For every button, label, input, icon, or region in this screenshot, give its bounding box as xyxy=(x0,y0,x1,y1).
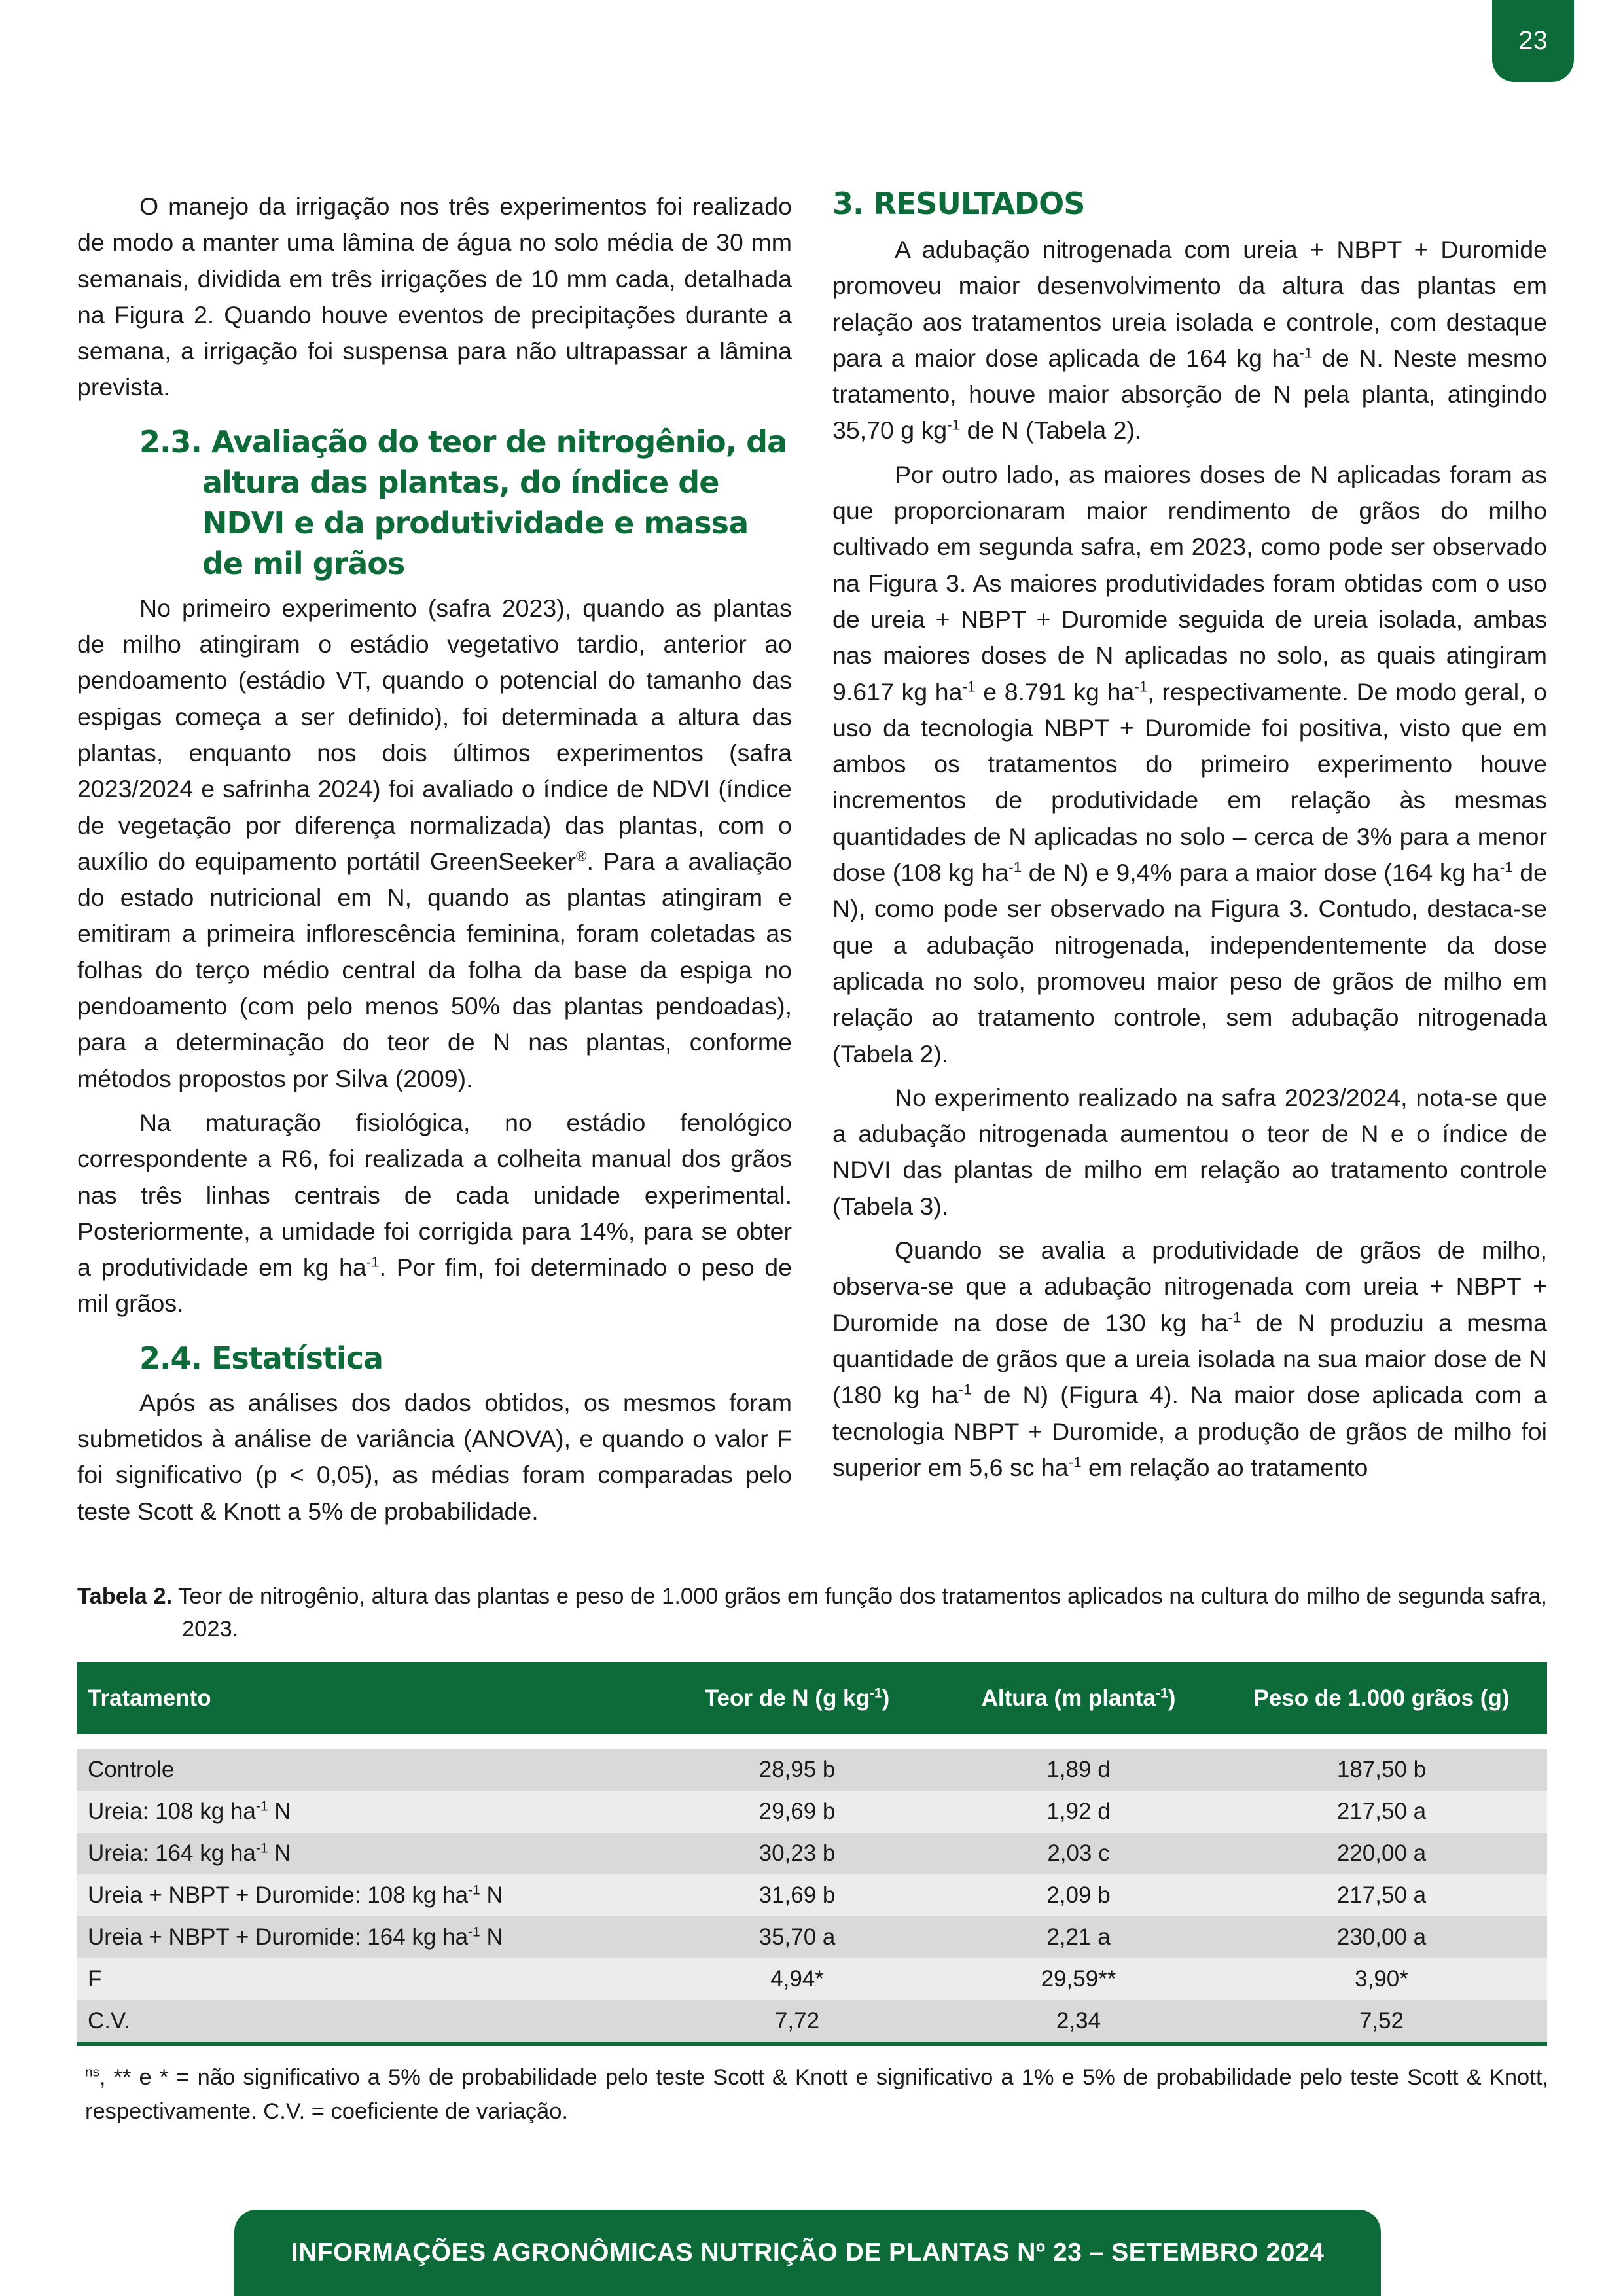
footer-banner: INFORMAÇÕES AGRONÔMICAS NUTRIÇÃO DE PLANTAS Nº 23 – SETEMBRO 2024 xyxy=(234,2210,1381,2296)
paragraph-results-4: Quando se avalia a produtividade de grãos de milho, observa-se que a adubação nitrogenada com ureia + NBPT + Duromide na dose de 130 kg $ha^{-1}$ de N produziu a mesma quantidade de grãos que a ureia isolada na sua maior dose de N (180 kg $ha^{-1}$ de N) (Figura 4). Na maior dose aplicada com a tecnologia NBPT + Duromide, a produção de grãos de milho foi superior em 5,6 sc $ha^{-1}$ em relação ao tratamento xyxy=(832,1236,1548,1481)
right-column xyxy=(832,188,1547,1494)
paragraph-irrigation: O manejo da irrigação nos três experimentos foi realizado de modo a manter uma lâmina de água no solo média de 30 mm semanais, dividida em três irrigações de 10 mm cada, detalhada na Figura 2. Quando houve eventos de precipitações durante a semana, a irrigação foi suspensa para não ultrapassar a lâmina prevista. xyxy=(77,192,792,401)
table-footnote: $^{ns}$, ** e * = não significativo a 5% de probabilidade pelo teste Scott & Knott e significativo a 1% e 5% de probabilidade pelo teste Scott & Knott, respectivamente. C.V. = coeficiente de variação. xyxy=(85,2064,1548,2124)
results-table xyxy=(77,1662,1547,2046)
paragraph-statistics: Após as análises dos dados obtidos, os mesmos foram submetidos à análise de variância (ANOVA), e quando o valor F foi significativo (p < 0,05), as médias foram comparadas pelo teste Scott & Knott a 5% de probabilidade. xyxy=(77,1388,792,1525)
table-row: Ureia + NBPT + Duromide: 164 kg $ha^{-1}$ N 35,70 a 2,21 a 230,00 a xyxy=(77,1916,1547,1958)
header-height: Altura (m planta$^{-1}$) xyxy=(941,1662,1216,1734)
paragraph-first-experiment: No primeiro experimento (safra 2023), quando as plantas de milho atingiram o estádio vegetativo tardio, anterior ao pendoamento (estádio VT, quando o potencial do tamanho das espigas começa a ser definido), foi determinada a altura das plantas, enquanto nos dois últimos experimentos (safra 2023/2024 e safrinha 2024) foi avaliado o índice de NDVI (índice de vegetação por diferença normalizada) das plantas, com o auxílio do equipamento portátil GreenSeeker®. Para a avaliação do estado nutricional em N, quando as plantas atingiram e emitiram a primeira inflorescência feminina, foram coletadas as folhas do terço médio central da folha da base da espiga no pendoamento (com pelo menos 50% das plantas pendoadas), para a determinação do teor de N nas plantas, conforme métodos propostos por Silva (2009). xyxy=(77,594,793,1092)
table-header-row xyxy=(77,1662,1547,1734)
header-grain-weight: Peso de 1.000 grãos (g) xyxy=(1216,1662,1547,1734)
table-caption: Tabela 2. Teor de nitrogênio, altura das plantas e peso de 1.000 grãos em função dos tratamentos aplicados na cultura do milho de segunda safra, 2023. xyxy=(77,1584,1547,1641)
page-number: 23 xyxy=(1492,0,1574,82)
table-row: F 4,94* 29,59** 3,90* xyxy=(77,1958,1547,2000)
paragraph-results-1: A adubação nitrogenada com ureia + NBPT + Duromide promoveu maior desenvolvimento da altura das plantas em relação aos tratamentos ureia isolada e controle, com destaque para a maior dose aplicada de 164 kg $ha^{-1}$ de N. Neste mesmo tratamento, houve maior absorção de N pela planta, atingindo 35,70 g $kg^{-1}$ de N (Tabela 2). xyxy=(832,236,1547,444)
table-row: Controle 28,95 b 1,89 d 187,50 b xyxy=(77,1749,1547,1791)
header-treatment: Tratamento xyxy=(77,1662,653,1734)
paragraph-results-2: Por outro lado, as maiores doses de N aplicadas foram as que proporcionaram maior rendimento de grãos do milho cultivado em segunda safra, em 2023, como pode ser observado na Figura 3. As maiores produtividades foram obtidas com o uso de ureia + NBPT + Duromide seguida de ureia isolada, ambas nas maiores doses de N aplicadas no solo, as quais atingiram 9.617 kg $ha^{-1}$ e 8.791 kg $ha^{-1}$, respectivamente. De modo geral, o uso da tecnologia NBPT + Duromide foi positiva, visto que em ambos os tratamentos do primeiro experimento houve incrementos de produtividade em relação às mesmas quantidades de N aplicadas no solo – cerca de 3% para a menor dose (108 kg $ha^{-1}$ de N) e 9,4% para a maior dose (164 kg $ha^{-1}$ de N), como pode ser observado na Figura 3. Contudo, destaca-se que a adubação nitrogenada, independentemente da dose aplicada no solo, promoveu maior peso de grãos de milho em relação ao tratamento controle, sem adubação nitrogenada (Tabela 2). xyxy=(832,460,1548,1067)
table-row: C.V. 7,72 2,34 7,52 xyxy=(77,2000,1547,2044)
section-heading-2-4: 2.4. Estatística xyxy=(139,1340,383,1376)
header-n-content: Teor de N (g $kg^{-1}$) xyxy=(653,1662,941,1734)
table-row: Ureia: 164 kg $ha^{-1}$ N 30,23 b 2,03 c 220,00 a xyxy=(77,1833,1547,1874)
section-heading-2-3: 2.3. Avaliação do teor de nitrogênio, da altura das plantas, do índice de NDVI e da produtividade e massa de mil grãos xyxy=(139,423,787,581)
table-row: Ureia: 108 kg $ha^{-1}$ N 29,69 b 1,92 d 217,50 a xyxy=(77,1791,1547,1833)
paragraph-results-3: No experimento realizado na safra 2023/2024, nota-se que a adubação nitrogenada aumentou o teor de N e o índice de NDVI das plantas de milho em relação ao tratamento controle (Tabela 3). xyxy=(832,1083,1547,1220)
section-heading-results: 3. RESULTADOS xyxy=(832,186,1085,221)
paragraph-maturation: Na maturação fisiológica, no estádio fenológico correspondente a R6, foi realizada a colheita manual dos grãos nas três linhas centrais de cada unidade experimental. Posteriormente, a umidade foi corrigida para 14%, para se obter a produtividade em kg $ha^{-1}$. Por fim, foi determinado o peso de mil grãos. xyxy=(77,1108,792,1318)
left-column xyxy=(77,188,792,1537)
table-row: Ureia + NBPT + Duromide: 108 kg $ha^{-1}$ N 31,69 b 2,09 b 217,50 a xyxy=(77,1874,1547,1916)
